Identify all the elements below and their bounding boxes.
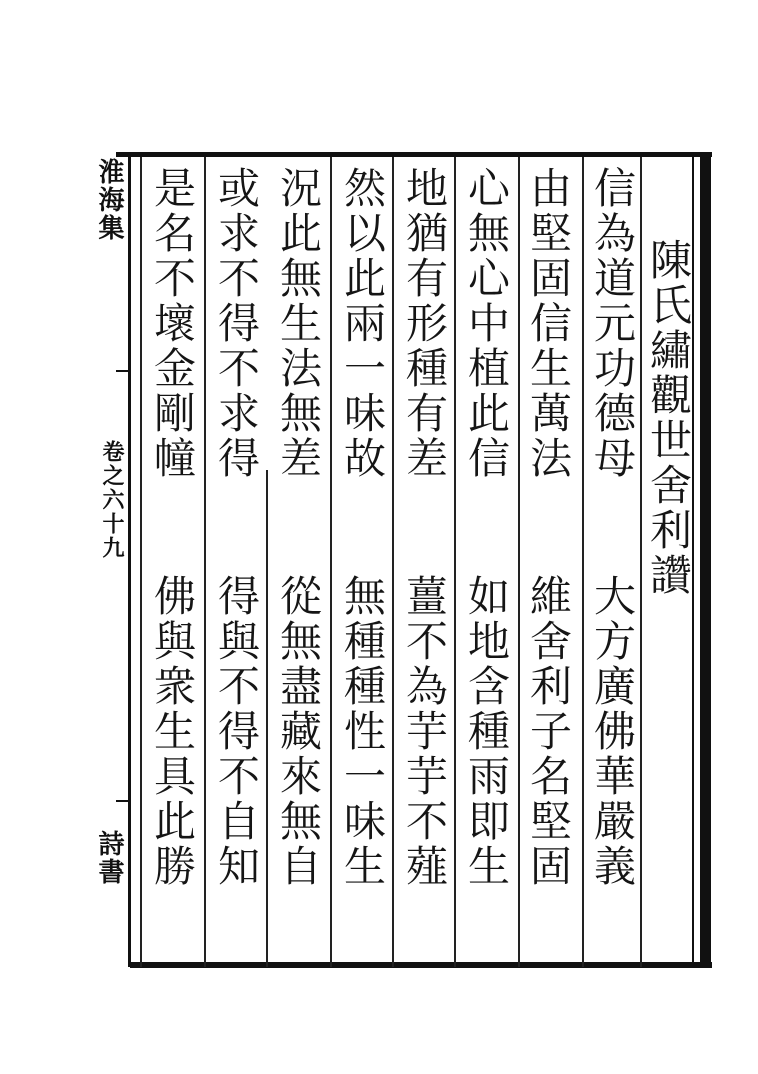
poem-title: 陳氏繡觀世舍利讚	[644, 238, 693, 598]
verse-line-upper: 或求不得不求得	[212, 166, 261, 481]
verse-line-upper: 信為道元功德母	[588, 166, 637, 481]
gutter-volume: 卷之六十九	[99, 440, 125, 560]
column-rule	[140, 157, 142, 967]
gutter-fragment: 詩書	[94, 830, 124, 886]
verse-line-upper: 地猶有形種有差	[400, 166, 449, 481]
gutter-rule	[116, 370, 130, 372]
verse-line-lower: 佛與衆生具此勝	[148, 574, 197, 889]
column-rule	[330, 157, 332, 967]
verse-line-upper: 是名不壞金剛幢	[148, 166, 197, 481]
verse-line-lower: 薑不為芋芋不薤	[400, 574, 449, 889]
verse-line-upper: 況此無生法無差	[274, 166, 323, 481]
column-rule	[266, 470, 268, 967]
verse-line-upper: 由堅固信生萬法	[524, 166, 573, 481]
verse-line-lower: 得與不得不自知	[212, 574, 261, 889]
frame-right-border	[700, 152, 711, 968]
verse-line-lower: 如地含種雨即生	[462, 574, 511, 889]
column-rule	[392, 157, 394, 967]
frame-left-border	[128, 157, 131, 967]
column-rule	[454, 157, 456, 967]
verse-line-lower: 大方廣佛華嚴義	[588, 574, 637, 889]
gutter-rule	[116, 800, 130, 802]
verse-line-upper: 心無心中植此信	[462, 166, 511, 481]
verse-line-lower: 從無盡藏來無自	[274, 574, 323, 889]
frame-bottom-border	[130, 962, 712, 968]
verse-line-lower: 無種種性一味生	[338, 574, 387, 889]
column-rule	[204, 157, 206, 967]
verse-line-upper: 然以此兩一味故	[338, 166, 387, 481]
gutter-book-title: 淮海集	[94, 158, 124, 242]
verse-line-lower: 維舍利子名堅固	[524, 574, 573, 889]
